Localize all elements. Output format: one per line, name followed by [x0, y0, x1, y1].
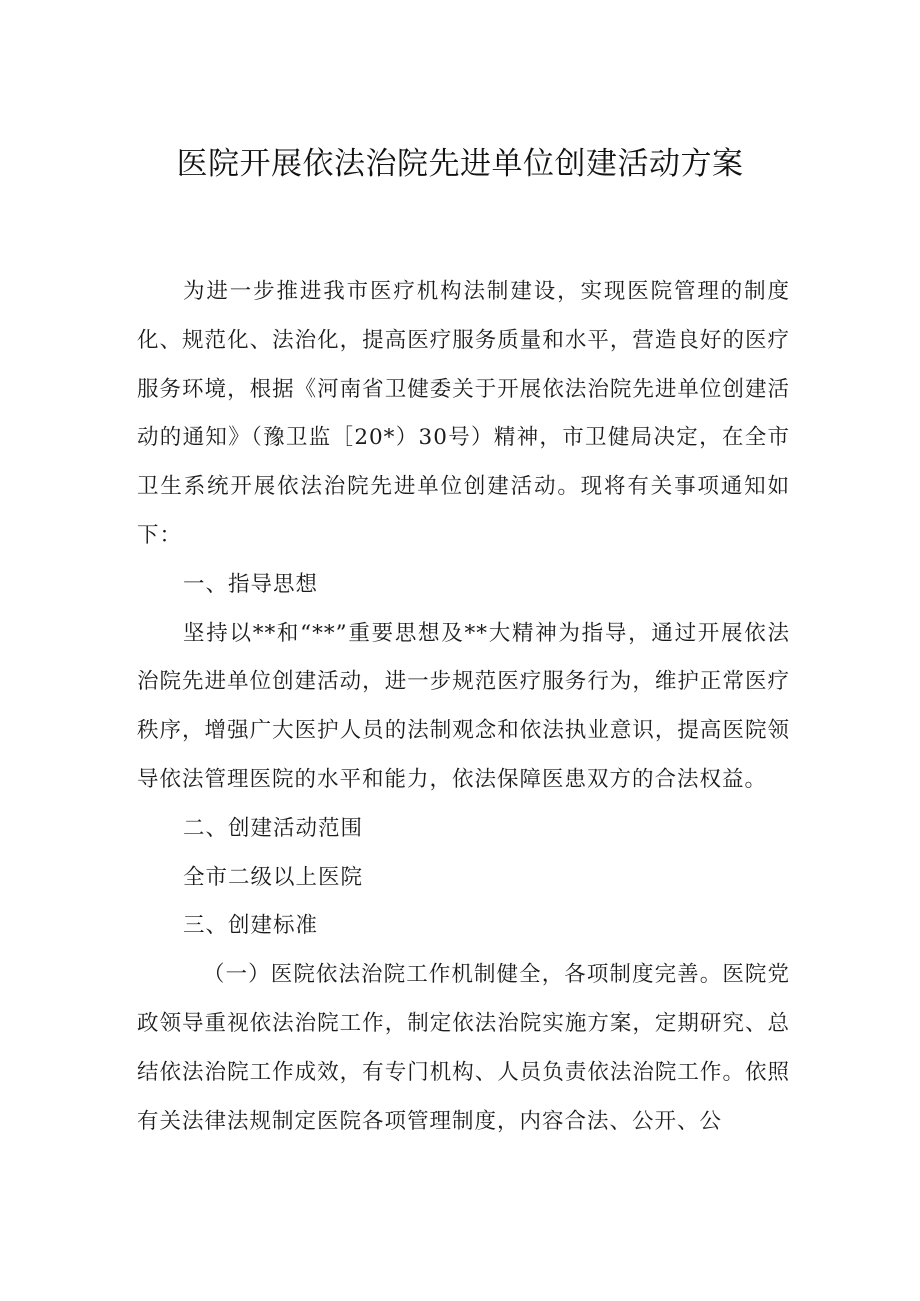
intro-paragraph: 为进一步推进我市医疗机构法制建设，实现医院管理的制度化、规范化、法治化，提高医疗服务质量和水平，营造良好的医疗服务环境，根据《河南省卫健委关于开展依法治院先进单位创建活动的通知》（豫卫监［20*）30号）精神，市卫健局决定，在全市卫生系统开展依法治院先进单位创建活动。现将有关事项通知如下： — [137, 279, 790, 548]
section-heading-guiding-ideology: 一、指导思想 — [183, 571, 319, 597]
document-body — [137, 268, 790, 1146]
document-title: 医院开展依法治院先进单位创建活动方案 — [176, 146, 744, 182]
standards-item-1-paragraph: （一）医院依法治院工作机制健全，各项制度完善。医院党政领导重视依法治院工作，制定依法治院实施方案，定期研究、总结依法治院工作成效，有专门机构、人员负责依法治院工作。依照有关法律法规制定医院各项管理制度，内容合法、公开、公 — [137, 962, 790, 1134]
scope-paragraph: 全市二级以上医院 — [183, 864, 364, 890]
guiding-ideology-paragraph: 坚持以**和“**”重要思想及**大精神为指导，通过开展依法治院先进单位创建活动，进一步规范医疗服务行为，维护正常医疗秩序，增强广大医护人员的法制观念和依法执业意识，提高医院领导依法管理医院的水平和能力，依法保障医患双方的合法权益。 — [137, 620, 790, 792]
section-heading-scope: 二、创建活动范围 — [183, 815, 364, 841]
section-heading-standards: 三、创建标准 — [183, 913, 319, 939]
